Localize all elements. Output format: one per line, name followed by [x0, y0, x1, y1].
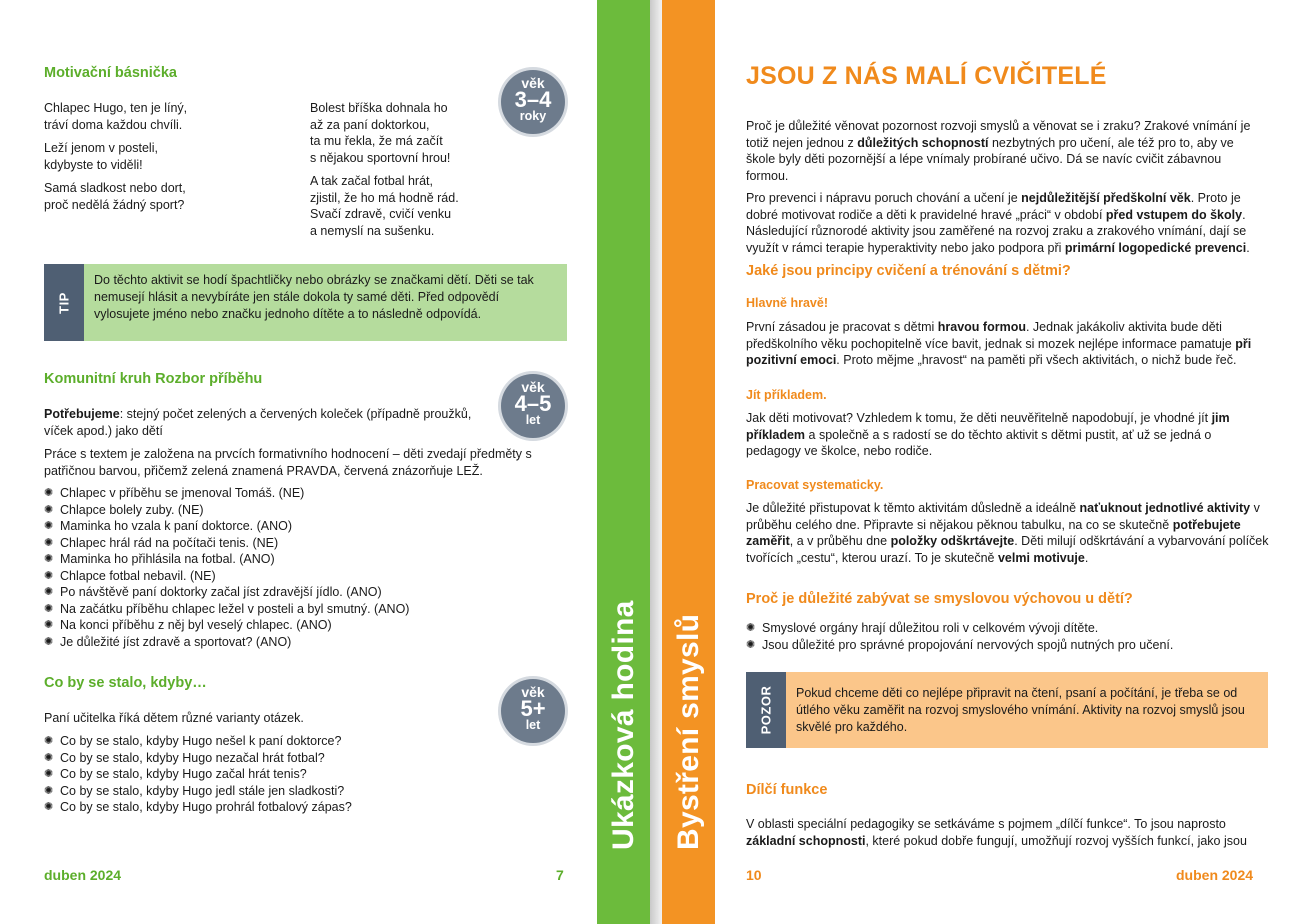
intro-text	[746, 118, 1256, 262]
why-heading: Proč je důležité zabývat se smyslovou výchovou u dětí?	[746, 591, 1133, 607]
age-badge-3-4	[501, 70, 565, 134]
tip-text: Do těchto aktivit se hodí špachtličky nebo obrázky se značkami dětí. Děti se tak nemusejí hlásit a nevybíráte jen stále dokola ty samé děti. Před odpovědí vylosujete jméno nebo značku jednoho dítěte a to následně odpovídá.	[94, 273, 534, 321]
gear-bullet-icon: ✺	[44, 503, 54, 516]
gear-bullet-icon: ✺	[44, 569, 54, 582]
badge-label: věk	[521, 684, 545, 700]
needs-text: : stejný počet zelených a červených koleček (případně proužků, víček apod.) jako dětí	[44, 407, 472, 438]
poem-line: ta mu řekla, že má začít	[310, 134, 443, 148]
needs-paragraph	[44, 406, 484, 439]
gear-bullet-icon: ✺	[44, 801, 54, 813]
section-heading-community-circle: Komunitní kruh Rozbor příběhu	[44, 371, 263, 387]
list-item: ✺ Chlapec v příběhu se jmenoval Tomáš. (NE)	[44, 486, 305, 500]
gear-bullet-icon: ✺	[746, 622, 756, 634]
poem-line: A tak začal fotbal hrát,	[310, 174, 433, 188]
badge-age: 5+	[520, 696, 546, 721]
true-false-list	[44, 485, 564, 650]
gear-bullet-icon: ✺	[44, 784, 54, 797]
list-item: ✺ Na začátku příběhu chlapec ležel v posteli a byl smutný. (ANO)	[44, 601, 410, 616]
badge-unit: roky	[519, 109, 547, 123]
list-item: ✺ Je důležité jíst zdravě a sportovat? (ANO)	[44, 634, 292, 649]
age-badge-5-plus	[501, 679, 565, 743]
poem-line: Samá sladkost nebo dort,	[44, 181, 186, 195]
paragraph-partial-functions: V oblasti speciální pedagogiky se setkáváme s pojmem „dílčí funkce“. To jsou naprosto základní schopnosti, které pokud dobře fungují, umožňují rozvoj vyšších funkcí, jako jsou	[746, 817, 1247, 848]
list-item: ✺ Po návštěvě paní doktorky začal jíst zdravější jídlo. (ANO)	[44, 585, 382, 599]
gear-bullet-icon: ✺	[44, 735, 54, 747]
poem-line: až za paní doktorkou,	[310, 117, 430, 132]
gear-bullet-icon: ✺	[44, 635, 54, 648]
gear-bullet-icon: ✺	[44, 586, 54, 598]
subheading-example: Jít příkladem.	[746, 388, 827, 402]
section2-intro: Práce s textem je založena na prvcích formativního hodnocení – děti zvedají předměty s patřičnou barvou, přičemž zelená znamená PRAVDA, červená znázorňuje LEŽ.	[44, 447, 532, 478]
poem-line: Bolest bříška dohnala ho	[310, 101, 448, 115]
list-item: ✺ Maminka ho přihlásila na fotbal. (ANO)	[44, 552, 275, 566]
badge-label: věk	[521, 75, 545, 91]
subheading-systematic: Pracovat systematicky.	[746, 478, 884, 492]
age-badge-4-5	[501, 374, 565, 438]
left-page	[0, 0, 597, 924]
poem-line: Chlapec Hugo, ten je líný,	[44, 101, 188, 115]
poem-line: zjistil, že ho má hodně rád.	[310, 190, 459, 205]
orange-side-band	[662, 0, 715, 924]
needs-label: Potřebujeme	[44, 407, 120, 421]
list-item: ✺ Co by se stalo, kdyby Hugo nezačal hrát fotbal?	[44, 750, 325, 765]
gear-bullet-icon: ✺	[44, 520, 54, 532]
what-if-list	[44, 733, 484, 816]
poem-line: kdybyste to viděli!	[44, 157, 143, 172]
poem-line: tráví doma každou chvíli.	[44, 117, 183, 132]
list-item: ✺ Chlapec hrál rád na počítači tenis. (NE)	[44, 535, 279, 550]
page-number: 10	[746, 867, 762, 883]
poem-line: Svačí zdravě, cvičí venku	[310, 207, 452, 221]
right-page	[715, 0, 1313, 924]
partial-functions-heading: Dílčí funkce	[746, 782, 828, 798]
poem-column-2	[310, 100, 510, 239]
gear-bullet-icon: ✺	[44, 487, 54, 499]
poem-line: proč nedělá žádný sport?	[44, 197, 185, 212]
poem-column-1	[44, 100, 284, 213]
principles-heading: Jaké jsou principy cvičení a trénování s dětmi?	[746, 263, 1071, 279]
page-number: 7	[556, 867, 564, 883]
badge-unit: let	[525, 413, 541, 427]
list-item: ✺ Na konci příběhu z něj byl veselý chlapec. (ANO)	[44, 618, 332, 632]
section-heading-what-if: Co by se stalo, kdyby…	[44, 675, 207, 691]
gear-bullet-icon: ✺	[44, 619, 54, 631]
poem-line: s nějakou sportovní hrou!	[310, 150, 451, 165]
paragraph-systematic: Je důležité přistupovat k těmto aktivitám důsledně a ideálně naťuknout jednotlivé aktivity v průběhu celého dne. Připravte si nějakou pěknou tabulku, na co se skutečně potřebujete zaměřit, a v průběhu dne položky odškrtávejte. Děti milují odškrtávání a vybarvování políček tvořících „cestu“, kterou urazí. To je skutečně velmi motivuje.	[746, 501, 1269, 565]
section3-intro: Paní učitelka říká dětem různé varianty otázek.	[44, 711, 304, 725]
pozor-label: POZOR	[746, 672, 786, 748]
intro-paragraph-1: Proč je důležité věnovat pozornost rozvoji smyslů a věnovat se i zraku? Zrakové vnímání je totiž nejen jednou z důležitých schopností nezbytných pro učení, ale též pro to, aby ve škole byly děti pozornější a lépe vnímaly probírané učivo. Dá se navíc cvičit zábavnou formou.	[746, 119, 1251, 183]
list-item: ✺ Co by se stalo, kdyby Hugo nešel k paní doktorce?	[44, 734, 342, 748]
list-item: ✺ Chlapce fotbal nebavil. (NE)	[44, 568, 216, 583]
footer-date: duben 2024	[1176, 867, 1254, 883]
poem-line: Leží jenom v posteli,	[44, 141, 158, 155]
list-item: ✺ Chlapce bolely zuby. (NE)	[44, 502, 204, 517]
list-item: ✺ Co by se stalo, kdyby Hugo prohrál fotbalový zápas?	[44, 800, 352, 814]
badge-label: věk	[521, 379, 545, 395]
pozor-box	[746, 672, 1268, 748]
poem-line: a nemyslí na sušenku.	[310, 223, 435, 238]
band-title-lesson: Ukázková hodina	[606, 600, 640, 850]
band-title-senses: Bystření smyslů	[671, 613, 705, 850]
list-item: ✺ Co by se stalo, kdyby Hugo jedl stále jen sladkosti?	[44, 783, 345, 798]
list-item: ✺ Co by se stalo, kdyby Hugo začal hrát tenis?	[44, 767, 307, 781]
paragraph-example: Jak děti motivovat? Vzhledem k tomu, že děti neuvěřitelně napodobují, je vhodné jít jim příkladem a společně a s radostí se do těchto aktivit s dětmi pustit, ať už se jedná o pedagogy ve školce, nebo rodiče.	[746, 411, 1230, 458]
gear-bullet-icon: ✺	[44, 602, 54, 615]
list-item: ✺ Maminka ho vzala k paní doktorce. (ANO)	[44, 519, 293, 533]
list-item: ✺ Smyslové orgány hrají důležitou roli v celkovém vývoji dítěte.	[746, 621, 1099, 635]
gear-bullet-icon: ✺	[746, 638, 756, 651]
subheading-play: Hlavně hravě!	[746, 296, 828, 310]
section-heading-motivational-poem: Motivační básnička	[44, 65, 177, 81]
why-list	[746, 620, 1266, 653]
paragraph-play: První zásadou je pracovat s dětmi hravou formou. Jednak jakákoliv aktivita bude děti předškolního věku pochopitelně více bavit, jednak si mozek nejlépe informace pamatuje při pozitivní emoci. Proto mějme „hravost“ na paměti při všech aktivitách, o nichž bude řeč.	[746, 320, 1252, 367]
badge-unit: let	[525, 718, 541, 732]
gear-bullet-icon: ✺	[44, 553, 54, 565]
gear-bullet-icon: ✺	[44, 536, 54, 549]
badge-age: 3–4	[514, 87, 552, 112]
tip-label: TIP	[44, 264, 84, 341]
footer-date: duben 2024	[44, 867, 122, 883]
gear-bullet-icon: ✺	[44, 768, 54, 780]
green-side-band	[597, 0, 650, 924]
page-title: JSOU Z NÁS MALÍ CVIČITELÉ	[746, 62, 1107, 90]
tip-box	[44, 264, 567, 341]
page-gutter	[650, 0, 662, 924]
badge-age: 4–5	[514, 391, 552, 416]
list-item: ✺ Jsou důležité pro správné propojování nervových spojů nutných pro učení.	[746, 637, 1174, 652]
pozor-text: Pokud chceme děti co nejlépe připravit na čtení, psaní a počítání, je třeba se od útlého věku zaměřit na rozvoj smyslového vnímání. Aktivity na rozvoj smyslů jsou skvělé pro každého.	[796, 686, 1245, 734]
gear-bullet-icon: ✺	[44, 751, 54, 764]
intro-paragraph-2: Pro prevenci i nápravu poruch chování a učení je nejdůležitější předškolní věk. Proto je dobré motivovat rodiče a děti k pravidelné hravé „práci“ v období před vstupem do školy. Následující různorodé aktivity jsou zaměřené na rozvoj zraku a zrakového vnímání, dají se využít v rámci terapie hyperaktivity nebo jako podpora při primární logopedické prevenci.	[746, 191, 1250, 255]
